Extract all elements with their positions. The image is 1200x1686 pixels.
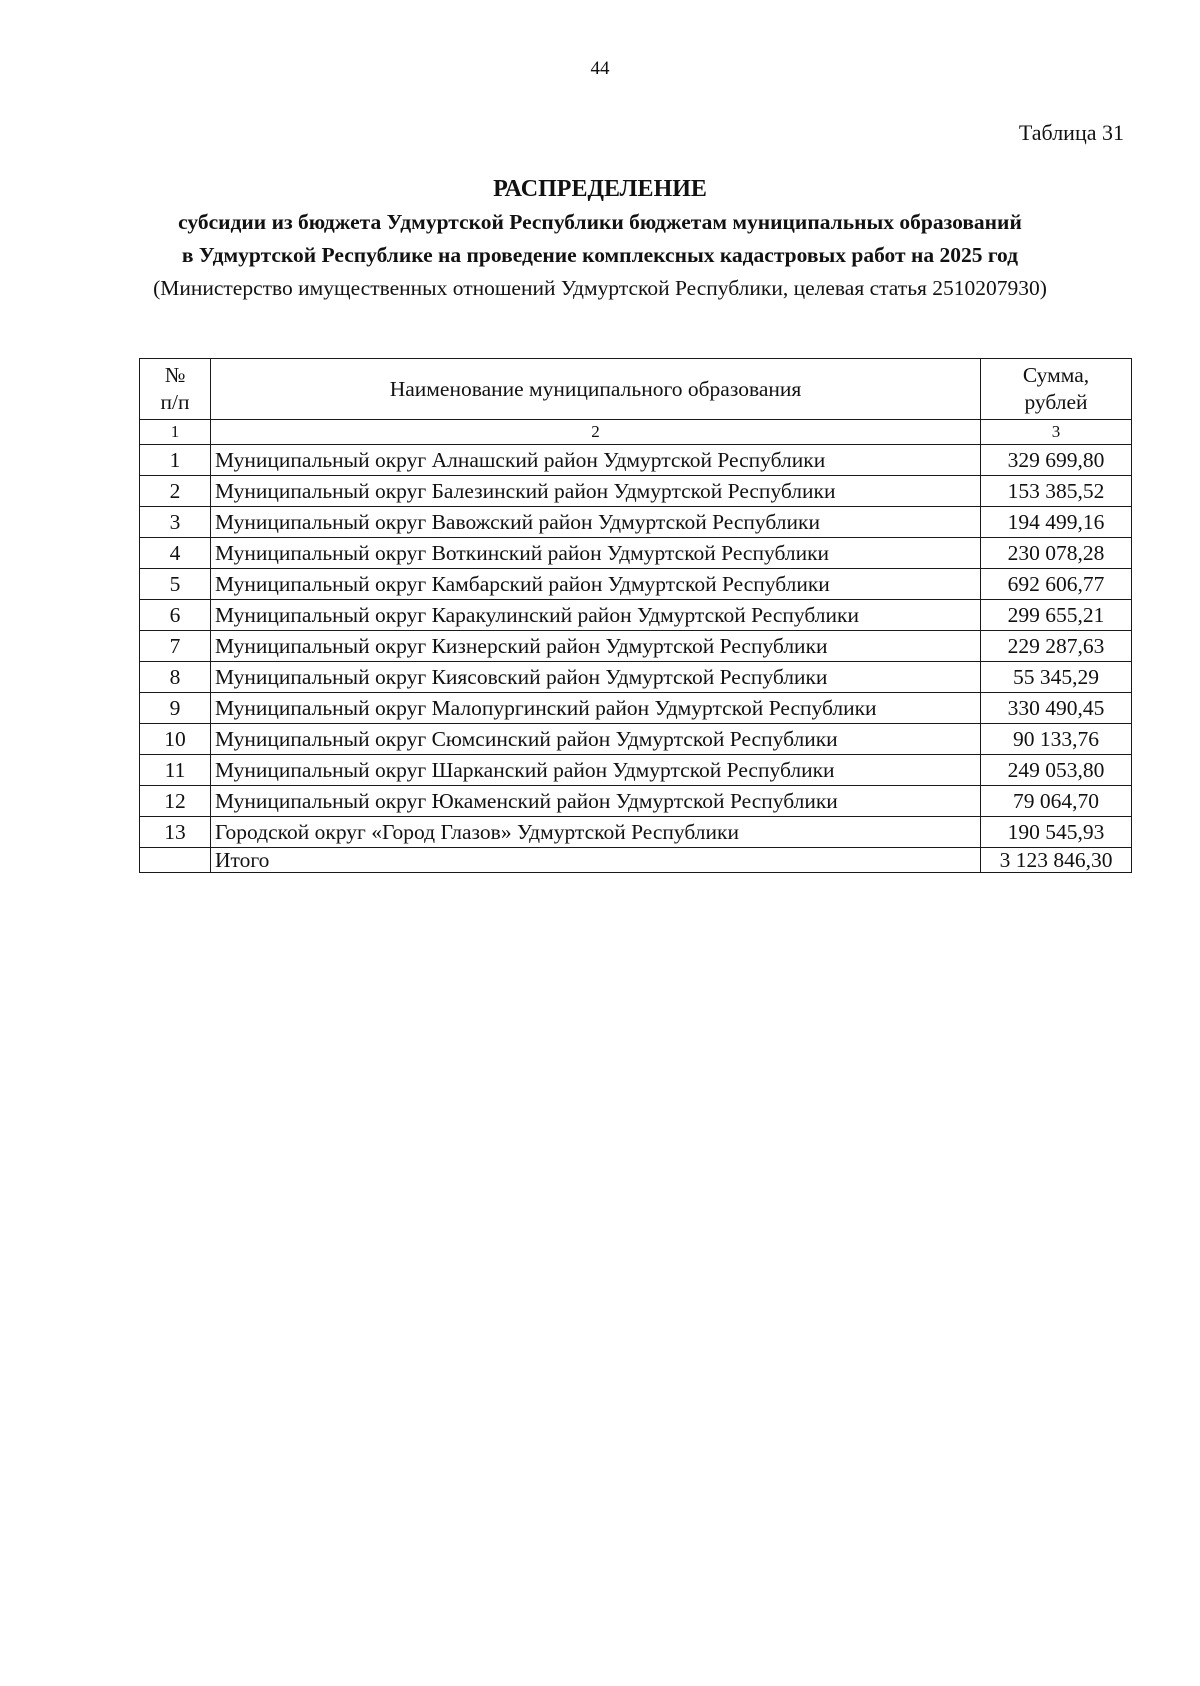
- row-name: Муниципальный округ Малопургинский район Удмуртской Республики: [211, 693, 981, 724]
- row-sum: 90 133,76: [981, 724, 1132, 755]
- column-number-2: 2: [211, 420, 981, 445]
- table-row: [140, 662, 1132, 693]
- row-number: 12: [140, 786, 211, 817]
- row-sum: 329 699,80: [981, 445, 1132, 476]
- document-title: РАСПРЕДЕЛЕНИЕ: [493, 176, 707, 202]
- header-name: Наименование муниципального образования: [211, 359, 981, 420]
- row-number: 9: [140, 693, 211, 724]
- row-name: Городской округ «Город Глазов» Удмуртской Республики: [211, 817, 981, 848]
- row-number: 6: [140, 600, 211, 631]
- row-number: 3: [140, 507, 211, 538]
- document-note: (Министерство имущественных отношений Удмуртской Республики, целевая статья 2510207930): [153, 276, 1047, 300]
- row-sum: 230 078,28: [981, 538, 1132, 569]
- row-name: Муниципальный округ Кизнерский район Удмуртской Республики: [211, 631, 981, 662]
- row-name: Муниципальный округ Киясовский район Удмуртской Республики: [211, 662, 981, 693]
- row-sum: 330 490,45: [981, 693, 1132, 724]
- row-number: 5: [140, 569, 211, 600]
- table-row: [140, 600, 1132, 631]
- table-body: [140, 420, 1132, 873]
- table-row: [140, 786, 1132, 817]
- row-number: 7: [140, 631, 211, 662]
- row-name: Муниципальный округ Камбарский район Удмуртской Республики: [211, 569, 981, 600]
- row-name: Муниципальный округ Воткинский район Удмуртской Республики: [211, 538, 981, 569]
- row-number: 4: [140, 538, 211, 569]
- row-name: Муниципальный округ Юкаменский район Удмуртской Республики: [211, 786, 981, 817]
- row-sum: 79 064,70: [981, 786, 1132, 817]
- column-numbers-row: [140, 420, 1132, 445]
- document-subtitle-line-1: субсидии из бюджета Удмуртской Республики бюджетам муниципальных образований: [178, 210, 1022, 234]
- row-number: 1: [140, 445, 211, 476]
- row-sum: 153 385,52: [981, 476, 1132, 507]
- header-number-line-2: п/п: [160, 390, 190, 414]
- row-number: 10: [140, 724, 211, 755]
- row-number: 2: [140, 476, 211, 507]
- row-sum: 299 655,21: [981, 600, 1132, 631]
- table-row: [140, 724, 1132, 755]
- row-sum: 249 053,80: [981, 755, 1132, 786]
- table-row: [140, 569, 1132, 600]
- total-row: [140, 848, 1132, 873]
- row-number: 11: [140, 755, 211, 786]
- table-row: [140, 631, 1132, 662]
- distribution-table: [139, 358, 1132, 873]
- header-number: [140, 359, 211, 420]
- table-row: [140, 538, 1132, 569]
- row-sum: 692 606,77: [981, 569, 1132, 600]
- row-name: Муниципальный округ Вавожский район Удмуртской Республики: [211, 507, 981, 538]
- column-number-1: 1: [140, 420, 211, 445]
- table-label: Таблица 31: [1018, 120, 1124, 145]
- row-number: 8: [140, 662, 211, 693]
- table-row: [140, 445, 1132, 476]
- row-number: 13: [140, 817, 211, 848]
- row-name: Муниципальный округ Каракулинский район Удмуртской Республики: [211, 600, 981, 631]
- row-sum: 229 287,63: [981, 631, 1132, 662]
- row-name: Муниципальный округ Алнашский район Удмуртской Республики: [211, 445, 981, 476]
- row-sum: 190 545,93: [981, 817, 1132, 848]
- table-row: [140, 507, 1132, 538]
- row-name: Муниципальный округ Балезинский район Удмуртской Республики: [211, 476, 981, 507]
- row-sum: 55 345,29: [981, 662, 1132, 693]
- page-number: 44: [590, 58, 610, 79]
- total-sum: 3 123 846,30: [981, 848, 1132, 873]
- header-sum-line-2: рублей: [1024, 390, 1088, 414]
- header-number-line-1: №: [164, 363, 186, 387]
- row-sum: 194 499,16: [981, 507, 1132, 538]
- table-row: [140, 476, 1132, 507]
- title-block: [0, 172, 1200, 305]
- total-number: [140, 848, 211, 873]
- table-row: [140, 693, 1132, 724]
- table-header-row: [140, 359, 1132, 420]
- row-name: Муниципальный округ Сюмсинский район Удмуртской Республики: [211, 724, 981, 755]
- header-sum: [981, 359, 1132, 420]
- column-number-3: 3: [981, 420, 1132, 445]
- header-sum-line-1: Сумма,: [1022, 363, 1090, 387]
- document-subtitle-line-2: в Удмуртской Республике на проведение комплексных кадастровых работ на 2025 год: [181, 243, 1019, 267]
- total-label: Итого: [211, 848, 981, 873]
- table-row: [140, 755, 1132, 786]
- table-row: [140, 817, 1132, 848]
- row-name: Муниципальный округ Шарканский район Удмуртской Республики: [211, 755, 981, 786]
